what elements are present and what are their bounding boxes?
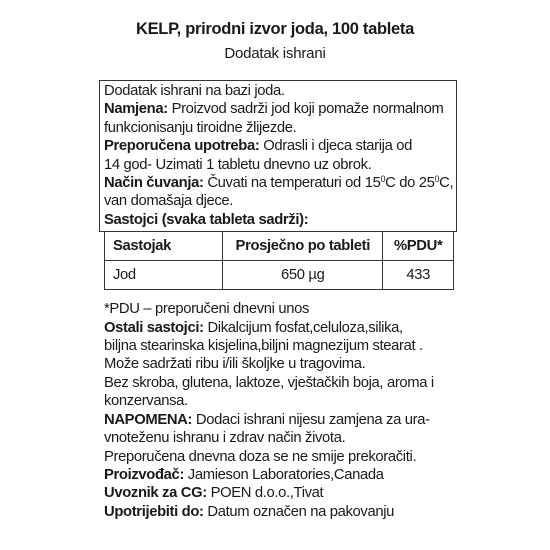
importer-line xyxy=(104,484,464,502)
ingredients-table xyxy=(104,231,454,290)
manufacturer-value: Jamieson Laboratories,Canada xyxy=(187,466,384,483)
storage-sup-1: 0 xyxy=(380,174,386,185)
purpose-text-1: Proizvod sadrži jod koji pomaže normalnom xyxy=(171,101,444,118)
storage-sup-2: 0 xyxy=(434,174,440,185)
dosage-line-1 xyxy=(104,137,464,155)
purpose-text-2: funkcionisanju tiroidne žlijezde. xyxy=(104,119,297,136)
cell-amount: 650 µg xyxy=(223,261,383,290)
note-text-2: vnoteženu ishranu i zdrav način života. xyxy=(104,430,346,447)
table-header-row xyxy=(105,232,454,261)
note-text-1: Dodaci ishrani nijesu zamjena za ura- xyxy=(195,411,430,428)
product-subtitle: Dodatak ishrani xyxy=(224,45,326,62)
pdu-note: *PDU – preporučeni dnevni unos xyxy=(104,301,310,318)
product-title: KELP, prirodni izvor joda, 100 tableta xyxy=(135,20,415,38)
importer-label: Uvoznik za CG: xyxy=(104,485,207,502)
dosage-text-2: 14 god- Uzimati 1 tabletu dnevno uz obrok. xyxy=(104,156,372,173)
purpose-label: Namjena: xyxy=(104,101,168,118)
other-text-3: Može sadržati ribu i/ili školjke u tragovima. xyxy=(104,356,366,373)
col-header-amount: Prosječno po tableti xyxy=(223,232,383,261)
storage-text-2: van domašaja djece. xyxy=(104,193,234,210)
other-line-1 xyxy=(104,319,464,337)
note-line-1 xyxy=(104,411,464,429)
purpose-line-1 xyxy=(104,100,464,118)
expiry-label: Upotrijebiti do: xyxy=(104,503,204,520)
label-body xyxy=(104,82,464,521)
dosage-label: Preporučena upotreba: xyxy=(104,138,260,155)
ingredients-heading: Sastojci (svaka tableta sadrži): xyxy=(104,211,309,228)
table-row xyxy=(105,261,454,290)
note-text-3: Preporučena dnevna doza se ne smije prekoračiti. xyxy=(104,448,417,465)
storage-text-pre: Čuvati na temperaturi od 15 xyxy=(207,175,381,192)
manufacturer-line xyxy=(104,466,464,484)
other-label: Ostali sastojci: xyxy=(104,319,204,336)
cell-pdu: 433 xyxy=(383,261,454,290)
note-label: NAPOMENA: xyxy=(104,411,193,428)
col-header-pdu: %PDU* xyxy=(383,232,454,261)
other-text-5: konzervansa. xyxy=(104,393,188,410)
col-header-ingredient: Sastojak xyxy=(105,232,223,261)
expiry-value: Datum označen na pakovanju xyxy=(207,503,395,520)
other-text-1: Dikalcijum fosfat,celuloza,silika, xyxy=(207,319,403,336)
storage-label: Način čuvanja: xyxy=(104,175,204,192)
expiry-line xyxy=(104,503,464,521)
dosage-text-1: Odrasli i djeca starija od xyxy=(263,138,413,155)
manufacturer-label: Proizvođač: xyxy=(104,466,185,483)
other-text-2: biljna stearinska kisjelina,biljni magnezijum stearat . xyxy=(104,338,423,355)
storage-text-mid: C do 25 xyxy=(385,175,435,192)
storage-line-1 xyxy=(104,174,464,192)
intro-text: Dodatak ishrani na bazi joda. xyxy=(104,83,285,99)
storage-text-post: C, xyxy=(439,175,454,192)
importer-value: POEN d.o.o.,Tivat xyxy=(210,485,324,502)
cell-ingredient: Jod xyxy=(105,261,223,290)
other-text-4: Bez skroba, glutena, laktoze, vještačkih boja, aroma i xyxy=(104,374,434,391)
